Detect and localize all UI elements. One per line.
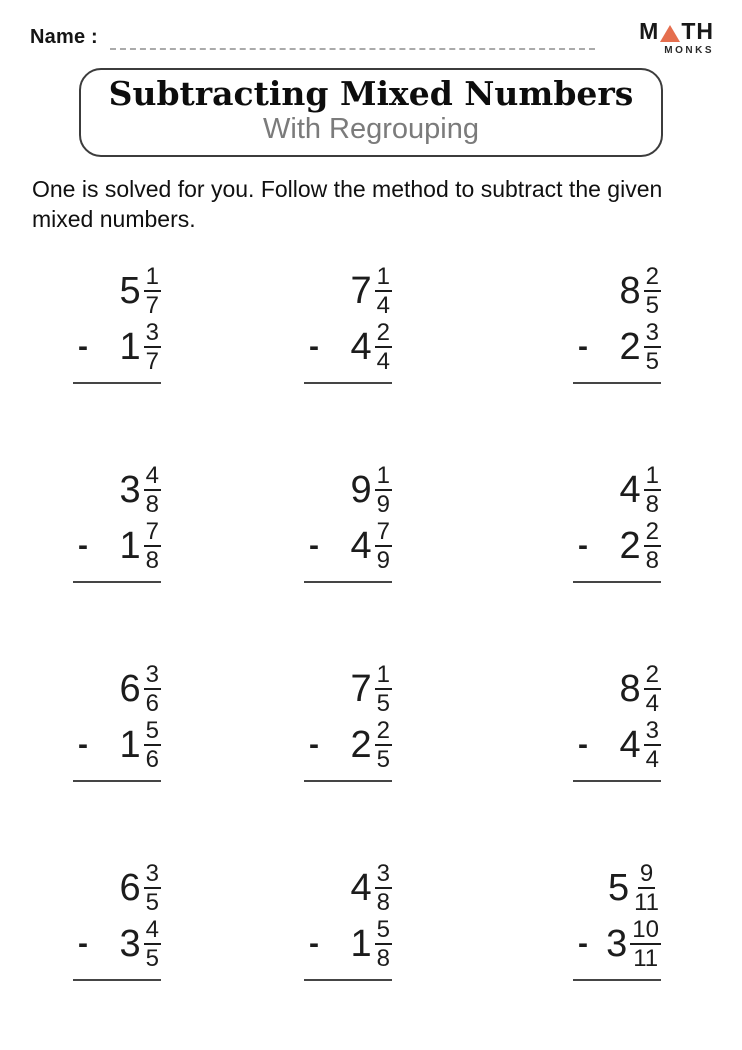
minuend-fraction xyxy=(144,662,161,716)
problem-cell xyxy=(494,859,742,981)
minus-operator: - xyxy=(578,528,588,562)
subtrahend-numerator: 3 xyxy=(644,320,661,348)
subtrahend-number xyxy=(620,519,662,573)
subtrahend-number xyxy=(351,917,393,971)
subtrahend-denominator: 5 xyxy=(645,347,659,375)
minuend-numerator: 2 xyxy=(644,264,661,292)
subtraction-problem xyxy=(573,859,661,981)
logo-math-post: TH xyxy=(681,18,714,44)
minuend-fraction xyxy=(375,861,392,915)
minuend-row xyxy=(573,262,661,319)
subtrahend-numerator: 2 xyxy=(375,718,392,746)
minuend-fraction xyxy=(644,264,661,318)
minuend-numerator: 3 xyxy=(144,861,161,889)
answer-line xyxy=(304,780,392,782)
subtrahend-numerator: 10 xyxy=(630,917,661,945)
subtraction-problem xyxy=(304,859,392,981)
subtrahend-row xyxy=(573,716,661,773)
minuend-denominator: 8 xyxy=(145,490,159,518)
minuend-fraction xyxy=(644,662,661,716)
subtrahend-row xyxy=(573,517,661,574)
subtrahend-number xyxy=(120,718,162,772)
subtrahend-whole: 1 xyxy=(119,524,141,567)
triangle-icon xyxy=(660,25,680,42)
minuend-fraction xyxy=(644,463,661,517)
subtrahend-fraction xyxy=(144,917,161,971)
subtrahend-whole: 2 xyxy=(350,723,372,766)
minuend-denominator: 5 xyxy=(376,689,390,717)
subtraction-problem xyxy=(304,660,392,782)
problems-grid xyxy=(0,262,742,981)
worksheet-subtitle: With Regrouping xyxy=(263,112,479,145)
answer-line xyxy=(73,382,161,384)
subtraction-problem xyxy=(73,461,161,583)
minuend-row xyxy=(73,262,161,319)
minuend-row xyxy=(73,859,161,916)
minuend-row xyxy=(573,461,661,518)
minuend-numerator: 1 xyxy=(375,662,392,690)
minuend-whole: 7 xyxy=(350,667,372,710)
page-header xyxy=(0,0,742,56)
minuend-row xyxy=(304,262,392,319)
subtrahend-numerator: 2 xyxy=(644,519,661,547)
minuend-whole: 4 xyxy=(350,866,372,909)
minuend-numerator: 1 xyxy=(644,463,661,491)
minuend-numerator: 2 xyxy=(644,662,661,690)
answer-line xyxy=(573,979,661,981)
answer-line xyxy=(304,581,392,583)
minuend-fraction xyxy=(144,463,161,517)
minuend-row xyxy=(304,660,392,717)
subtrahend-denominator: 6 xyxy=(145,745,159,773)
minuend-numerator: 1 xyxy=(144,264,161,292)
minuend-denominator: 7 xyxy=(145,291,159,319)
subtrahend-row xyxy=(73,915,161,972)
minuend-denominator: 5 xyxy=(145,888,159,916)
subtrahend-row xyxy=(304,318,392,375)
minus-operator: - xyxy=(78,528,88,562)
subtrahend-denominator: 11 xyxy=(633,944,659,972)
minuend-numerator: 4 xyxy=(144,463,161,491)
subtraction-problem xyxy=(304,461,392,583)
minus-operator: - xyxy=(309,926,319,960)
subtrahend-fraction xyxy=(375,320,392,374)
subtrahend-denominator: 4 xyxy=(376,347,390,375)
logo-math-text xyxy=(639,20,714,43)
minuend-denominator: 4 xyxy=(376,291,390,319)
subtrahend-fraction xyxy=(644,519,661,573)
subtrahend-whole: 3 xyxy=(119,922,141,965)
minuend-fraction xyxy=(375,662,392,716)
minuend-row xyxy=(304,859,392,916)
subtrahend-whole: 2 xyxy=(619,524,641,567)
subtrahend-row xyxy=(304,915,392,972)
subtrahend-denominator: 8 xyxy=(645,546,659,574)
minuend-fraction xyxy=(375,264,392,318)
instructions-text: One is solved for you. Follow the method to subtract the given mixed numbers. xyxy=(32,175,663,233)
name-blank-line xyxy=(110,26,595,50)
title-box xyxy=(79,68,663,157)
subtrahend-number xyxy=(620,320,662,374)
minus-operator: - xyxy=(578,926,588,960)
subtrahend-denominator: 8 xyxy=(145,546,159,574)
answer-line xyxy=(73,979,161,981)
answer-line xyxy=(73,581,161,583)
logo-monks-text: MONKS xyxy=(664,45,714,56)
problem-cell xyxy=(247,461,494,583)
subtrahend-row xyxy=(304,517,392,574)
minus-operator: - xyxy=(78,926,88,960)
problem-cell xyxy=(494,262,742,384)
subtrahend-number xyxy=(120,320,162,374)
minus-operator: - xyxy=(578,727,588,761)
subtrahend-denominator: 9 xyxy=(376,546,390,574)
answer-line xyxy=(304,382,392,384)
minuend-row xyxy=(73,660,161,717)
minuend-fraction xyxy=(375,463,392,517)
minuend-row xyxy=(304,461,392,518)
minuend-whole: 8 xyxy=(619,667,641,710)
problem-cell xyxy=(494,660,742,782)
subtrahend-numerator: 2 xyxy=(375,320,392,348)
minuend-fraction xyxy=(632,861,661,915)
math-monks-logo xyxy=(639,20,714,56)
minuend-row xyxy=(573,859,661,916)
problem-cell xyxy=(0,859,247,981)
subtrahend-fraction xyxy=(375,519,392,573)
answer-line xyxy=(573,382,661,384)
worksheet-title: Subtracting Mixed Numbers xyxy=(108,74,634,113)
subtrahend-fraction xyxy=(144,519,161,573)
minus-operator: - xyxy=(78,727,88,761)
subtrahend-fraction xyxy=(144,718,161,772)
subtrahend-numerator: 3 xyxy=(644,718,661,746)
subtrahend-numerator: 3 xyxy=(144,320,161,348)
subtraction-problem xyxy=(573,660,661,782)
minuend-whole: 4 xyxy=(619,468,641,511)
subtrahend-row xyxy=(573,318,661,375)
subtrahend-fraction xyxy=(630,917,661,971)
minuend-denominator: 5 xyxy=(645,291,659,319)
subtrahend-numerator: 5 xyxy=(144,718,161,746)
subtrahend-number xyxy=(351,519,393,573)
minuend-fraction xyxy=(144,264,161,318)
minuend-whole: 9 xyxy=(350,468,372,511)
minuend-denominator: 4 xyxy=(645,689,659,717)
subtrahend-denominator: 5 xyxy=(376,745,390,773)
logo-math-pre: M xyxy=(639,18,660,44)
subtrahend-row xyxy=(573,915,661,972)
subtrahend-whole: 4 xyxy=(619,723,641,766)
subtrahend-whole: 1 xyxy=(350,922,372,965)
subtrahend-numerator: 4 xyxy=(144,917,161,945)
minuend-row xyxy=(573,660,661,717)
subtrahend-number xyxy=(620,718,662,772)
subtrahend-whole: 1 xyxy=(119,723,141,766)
problem-cell xyxy=(0,262,247,384)
subtraction-problem xyxy=(73,262,161,384)
problem-cell xyxy=(0,660,247,782)
name-label: Name : xyxy=(30,26,98,48)
minuend-whole: 6 xyxy=(119,866,141,909)
subtrahend-denominator: 7 xyxy=(145,347,159,375)
subtrahend-row xyxy=(73,517,161,574)
subtrahend-number xyxy=(351,320,393,374)
subtrahend-fraction xyxy=(144,320,161,374)
minuend-row xyxy=(73,461,161,518)
subtrahend-numerator: 7 xyxy=(375,519,392,547)
subtrahend-number xyxy=(120,917,162,971)
problem-cell xyxy=(247,660,494,782)
subtrahend-fraction xyxy=(375,917,392,971)
minuend-fraction xyxy=(144,861,161,915)
subtrahend-numerator: 5 xyxy=(375,917,392,945)
problem-cell xyxy=(0,461,247,583)
minuend-whole: 7 xyxy=(350,269,372,312)
subtrahend-number xyxy=(351,718,393,772)
minuend-numerator: 3 xyxy=(375,861,392,889)
subtrahend-numerator: 7 xyxy=(144,519,161,547)
problem-cell xyxy=(247,262,494,384)
minuend-denominator: 8 xyxy=(645,490,659,518)
answer-line xyxy=(573,581,661,583)
subtrahend-whole: 4 xyxy=(350,524,372,567)
minuend-denominator: 6 xyxy=(145,689,159,717)
minuend-whole: 8 xyxy=(619,269,641,312)
minuend-whole: 6 xyxy=(119,667,141,710)
subtraction-problem xyxy=(573,461,661,583)
subtraction-problem xyxy=(304,262,392,384)
minuend-whole: 5 xyxy=(119,269,141,312)
subtrahend-row xyxy=(304,716,392,773)
answer-line xyxy=(573,780,661,782)
subtrahend-row xyxy=(73,318,161,375)
minuend-numerator: 3 xyxy=(144,662,161,690)
minuend-denominator: 9 xyxy=(376,490,390,518)
minuend-denominator: 11 xyxy=(634,888,659,916)
minus-operator: - xyxy=(309,727,319,761)
answer-line xyxy=(73,780,161,782)
subtrahend-fraction xyxy=(644,320,661,374)
subtraction-problem xyxy=(73,859,161,981)
minus-operator: - xyxy=(578,329,588,363)
minuend-denominator: 8 xyxy=(376,888,390,916)
subtrahend-row xyxy=(73,716,161,773)
problem-cell xyxy=(247,859,494,981)
minuend-whole: 3 xyxy=(119,468,141,511)
minuend-numerator: 9 xyxy=(638,861,655,889)
subtraction-problem xyxy=(573,262,661,384)
subtrahend-whole: 3 xyxy=(606,922,628,965)
subtrahend-fraction xyxy=(375,718,392,772)
subtrahend-whole: 2 xyxy=(619,325,641,368)
problem-cell xyxy=(494,461,742,583)
subtrahend-number xyxy=(606,917,661,971)
minus-operator: - xyxy=(78,329,88,363)
subtrahend-fraction xyxy=(644,718,661,772)
subtrahend-number xyxy=(120,519,162,573)
minus-operator: - xyxy=(309,329,319,363)
answer-line xyxy=(304,979,392,981)
subtrahend-whole: 4 xyxy=(350,325,372,368)
subtrahend-whole: 1 xyxy=(119,325,141,368)
subtrahend-denominator: 4 xyxy=(645,745,659,773)
minus-operator: - xyxy=(309,528,319,562)
minuend-numerator: 1 xyxy=(375,463,392,491)
subtraction-problem xyxy=(73,660,161,782)
subtrahend-denominator: 8 xyxy=(376,944,390,972)
minuend-whole: 5 xyxy=(607,866,630,909)
subtrahend-denominator: 5 xyxy=(145,944,159,972)
minuend-numerator: 1 xyxy=(375,264,392,292)
